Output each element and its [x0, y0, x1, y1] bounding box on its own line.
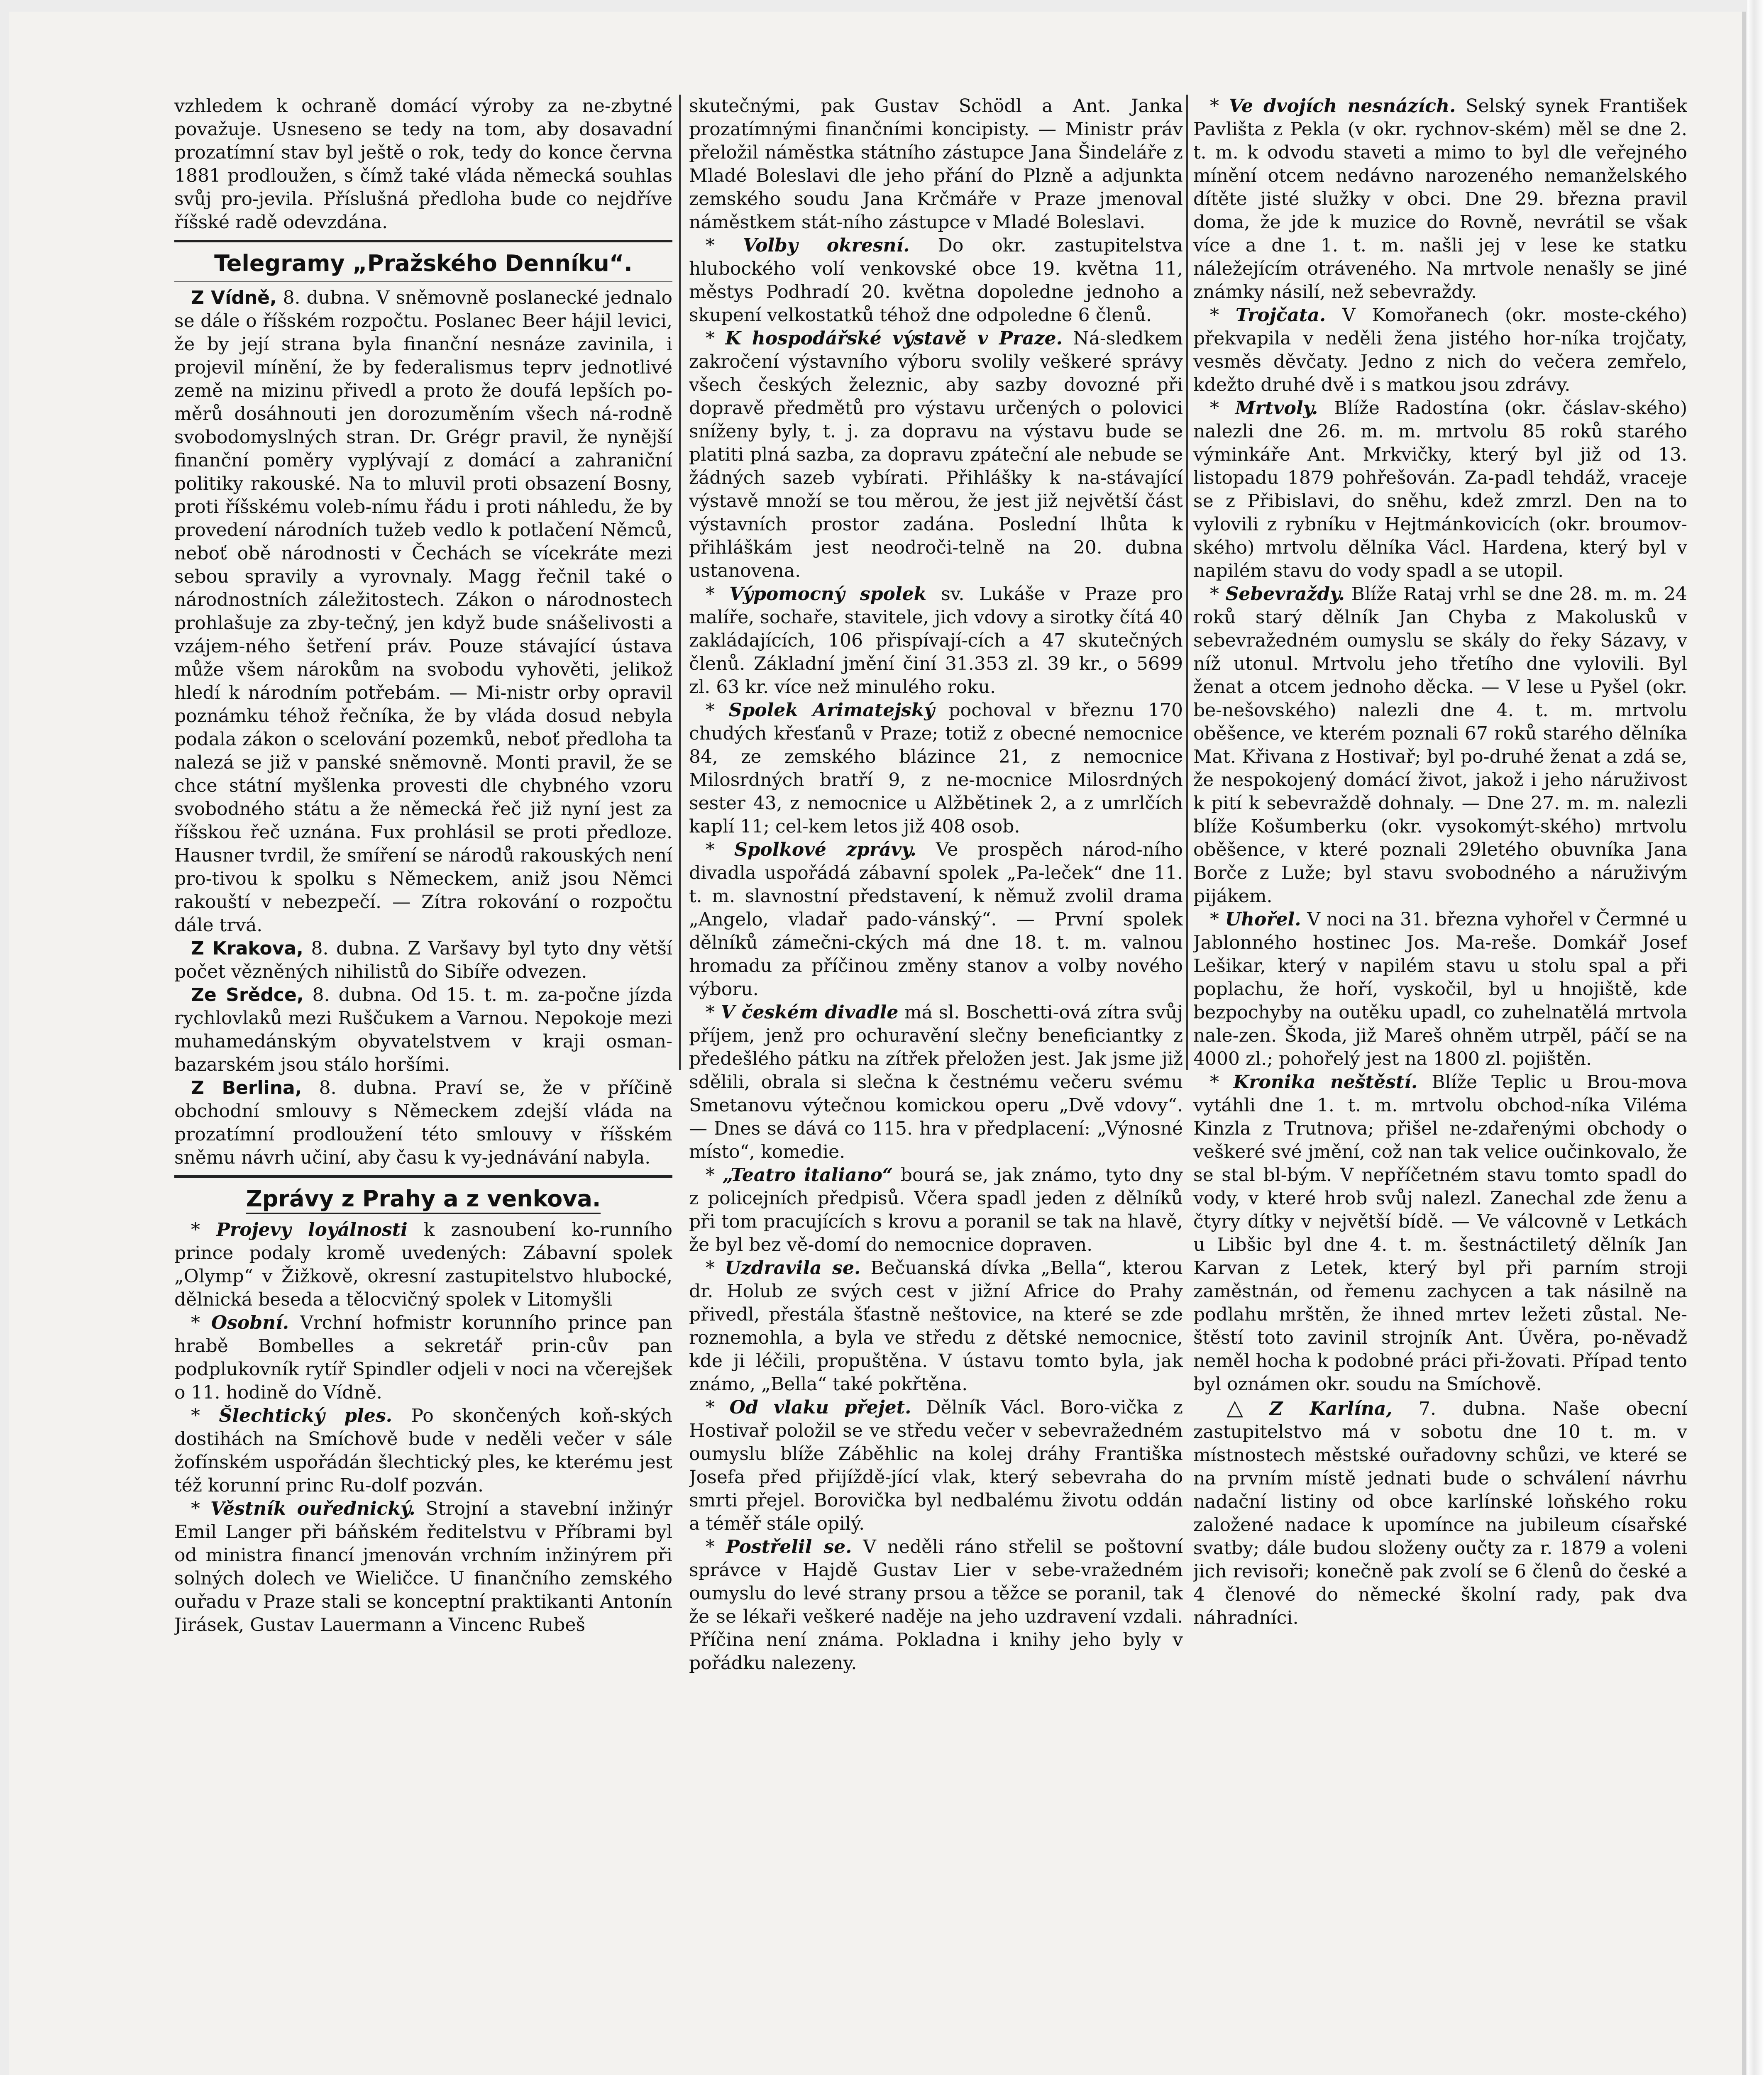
- news-uzdravila: * Uzdravila se. Bečuanská dívka „Bella“, kterou dr. Holub ze svých cest v jižní Africe do Prahy přivedl, přestála šťastně neštovice, na které se zde roznemohla, a byla ve středu z dětské nemocnice, kde ji léčili, propuštěna. V ústavu tomto byla, jak známo, „Bella“ také pokřtěna.: [689, 1257, 1183, 1395]
- news-vystava-text: Ná-sledkem zakročení výstavního výboru svolily veškeré správy všech českých železnic, aby sazby dovozné při dopravě předmětů pro výstavu určených o polovici sníženy byly, t. j. za dopravu na výstavu bude se platiti plná sazba, za dopravu zpáteční ale nebude se žádných sazeb vybírati. Přihlášky k na-stávající výstavě množí se tou měrou, že jest již největší část výstavních prostor zadána. Poslední lhůta k přihláškám jest neodroči-telně na 20. dubna ustanovena.: [689, 328, 1183, 581]
- dateline-karlin: Z Karlína,: [1269, 1398, 1393, 1419]
- news-vlaku: * Od vlaku přejet. Dělník Václ. Boro-vička z Hostivař položil se ve středu večer v sebevražedném oumyslu blíže Záběhlic na kolej dráhy Františka Josefa před přijíždě-jící vlak, který sebevraha do smrti přejel. Borovička byl nedbalému životu oddán a téměř stále opilý.: [689, 1397, 1183, 1534]
- lead-teatro: „Teatro italiano“: [722, 1164, 893, 1186]
- news-uzdravila-text: Bečuanská dívka „Bella“, kterou dr. Holub ze svých cest v jižní Africe do Prahy přivedl, přestála šťastně neštovice, na které se zde roznemohla, a byla ve středu z dětské nemocnice, kde ji léčili, propuštěna. V ústavu tomto byla, jak známo, „Bella“ také pokřtěna.: [689, 1257, 1183, 1395]
- heading-zpravy-text: Zprávy z Prahy a z venkova.: [246, 1185, 601, 1214]
- news-osobni: * Osobní. Vrchní hofmistr korunního prince pan hrabě Bombelles a sekretář prin-cův pan podplukovník rytíř Spindler odjeli v noci na včerejšek o 11. hodině do Vídně.: [174, 1312, 672, 1403]
- column-2: [689, 95, 1183, 2075]
- news-trojcata: * Trojčata. V Komořanech (okr. moste-ckého) překvapila v neděli žena jistého hor-níka trojčaty, vesměs děvčaty. Jedno z nich do večera zemřelo, kdežto druhé dvě i s matkou jsou zdrávy.: [1193, 305, 1687, 395]
- heading-underline: [174, 281, 672, 282]
- news-postrelil-text: V neděli ráno střelil se poštovní správce v Hajdě Gustav Lier v sebe-vražedném oumyslu do levé strany prsou a těžce se poranil, tak že se lékaři veškeré naděje na jeho uzdravení vzdali. Příčina není známa. Pokladna i knihy jeho byly v pořádku nalezeny.: [689, 1536, 1183, 1674]
- heading-zpravy: [174, 1185, 672, 1214]
- correspondent-triangle-icon: △: [1226, 1395, 1243, 1420]
- article-continuation-2: skutečnými, pak Gustav Schödl a Ant. Janka prozatímnými finančními koncipisty. — Ministr práv přeložil náměstka státního zástupce Jana Šindeláře z Mladé Boleslavi dle jeho přání do Plzně a adjunkta zemského soudu Jana Krčmáře v Praze jmenoval náměstkem stát-ního zástupce v Mladé Boleslavi.: [689, 95, 1183, 233]
- news-osobni-text: Vrchní hofmistr korunního prince pan hrabě Bombelles a sekretář prin-cův pan podplukovník rytíř Spindler odjeli v noci na včerejšek o 11. hodině do Vídně.: [174, 1312, 672, 1403]
- dateline-berlin: Z Berlina,: [191, 1077, 302, 1099]
- news-projevy: * Projevy loyálnosti k zasnoubení ko-runního prince podaly kromě uvedených: Zábavní spolek „Olymp“ v Žižkově, okresní zastupitelstvo hlubocké, dělnická beseda a tělocvičný spolek v Litomyšli: [174, 1219, 672, 1310]
- lead-divadlo: V českém divadle: [721, 1002, 899, 1023]
- lead-osobni: Osobní.: [211, 1312, 289, 1333]
- telegram-krakow: [174, 937, 672, 984]
- lead-vestnik: Věstník ouřednický.: [210, 1498, 415, 1519]
- column-1: [174, 95, 672, 2075]
- news-sebevrazdy: * Sebevraždy. Blíže Rataj vrhl se dne 28. m. m. 24 roků starý dělník Jan Chyba z Makolusků v sebevražedném oumyslu se skály do řeky Sázavy, v níž utonul. Mrtvolu jeho třetího dne vylovili. Byl ženat a otcem jednoho děcka. — V lese u Pyšel (okr. be-nešovského) nalezli dne 4. t. m. mrtvolu oběšence, ve kterém poznali 67 roků starého dělníka Mat. Křivana z Hostivař; byl po-druhé ženat a zdá se, že nespokojený domácí život, jakož i jeho náruživost k pití k sebevraždě dohnaly. — Dne 27. m. m. nalezli blíže Košumberku (okr. vysokomýt-ského) mrtvolu oběšence, v které poznali 29letého obuvníka Jana Borče z Luže; byl stavu svobodného a náruživým pijákem.: [1193, 583, 1687, 907]
- section-rule: [174, 1175, 672, 1178]
- news-nesnaz: * Ve dvojích nesnázích. Selský synek František Pavlišta z Pekla (v okr. rychnov-ském) měl se dne 2. t. m. k odvodu staveti a mimo to byl dle veřejného mínění otcem nedávno narozeného nemanželského dítěte jisté služky v obci. Dne 29. března pravil doma, že jde k muzice do Rovně, nevrátil se však více a dne 1. t. m. našli jej v lese ke statku náležejícím otráveného. Na mrtvole nenašly se jiné známky násilí, než sebevraždy.: [1193, 95, 1687, 303]
- news-teatro-text: bourá se, jak známo, tyto dny z policejních předpisů. Včera spadl jeden z dělníků při tom pracujících s krovu a poranil se tak na hlavě, že byl bez vě-domí do nemocnice dopraven.: [689, 1164, 1183, 1255]
- lead-uzdravila: Uzdravila se.: [725, 1257, 861, 1279]
- column-rule-1: [679, 95, 681, 1070]
- section-rule: [174, 240, 672, 242]
- dateline-krakow: Z Krakova,: [191, 938, 303, 959]
- news-vestnik-text: Strojní a stavební inžinýr Emil Langer při báňském ředitelstvu v Příbrami byl od ministra financí jmenován vrchním inžinýrem při solných dolech ve Wieličce. U finančního zemského ouřadu v Praze stali se konceptní praktikanti Antonín Jirásek, Gustav Lauermann a Vincenc Rubeš: [174, 1498, 672, 1636]
- telegram-sredec-text: 8. dubna. Od 15. t. m. za-počne jízda rychlovlaků mezi Ruščukem a Varnou. Nepokoje mezi muhamedánským obyvatelstvem v kraji osman-bazarském jsou stálo horšími.: [174, 984, 672, 1075]
- news-vypomocny-text: sv. Lukáše v Praze pro malíře, sochaře, stavitele, jich vdovy a sirotky čítá 40 zakládajících, 106 přispívají-cích a 47 skutečných členů. Základní jmění činí 31.353 zl. 39 kr., o 5699 zl. 63 kr. více než minulého roku.: [689, 583, 1183, 698]
- news-kronika-text: Blíže Teplic u Brou-mova vytáhli dne 1. t. m. mrtvolu obchod-níka Viléma Kinzla z Trutnova; přišel ne-zdařenými obchody o veškeré své jmění, což nan tak velice oučinkovalo, že se stal bl-bým. V nepříčetném stavu tomto spadl do vody, v které hrob svůj nalezl. Zanechal zde ženu a čtyry dítky v největší bídě. — Ve válcovně v Letkách u Libšic byl dne 4. t. m. šestnáctiletý dělník Jan Karvan z Letek, který byl při parním stroji zaměstnán, od řemenu zachycen a tak násilně na podlahu mrštěn, že ihned mrtev ležeti zůstal. Ne-štěstí toto zavinil strojník Ant. Úvěra, po-něvadž neměl hocha k podobné práci při-žovati. Případ tento byl oznámen okr. soudu na Smíchově.: [1193, 1072, 1687, 1395]
- telegram-vienna-text: 8. dubna. V sněmovně poslanecké jednalo se dále o říšském rozpočtu. Poslanec Beer hájil levici, že by její strana byla finanční nesnáze zavinila, i projevil mínění, že by federalismus teprv jednotlivé země na mizinu přivedl a proto že doufá lepších po-měrů dosáhnouti jen dorozuměním všech ná-rodně svobodomyslných stran. Dr. Grégr pravil, že nynější finanční poměry vyplývají z domácí a zahraniční politiky rakouské. Na to mluvil proti obsazení Bosny, proti říšskému voleb-nímu řádu i proti náhledu, že by provedení národních tužeb vedlo k potlačení Němců, neboť obě národnosti v Čechách se vícekráte mezi sebou spravily a vyrovnaly. Magg řečnil také o národnostních záležitostech. Zákon o národnostech prohlašuje za zby-tečný, jen když bude snášelivosti a vzájem-ného šetření práv. Pouze stávající ústava může všem nárokům na svobodu vyhověti, jelikož hledí k národním potřebám. — Mi-nistr orby opravil poznámku téhož řečníka, že by vláda dosud nebyla podala zákon o scelování pozemků, neboť předloha ta nalezá se již v panské sněmovně. Monti pravil, že se chce státní myšlenka provesti dle chybného vzoru svobodného státu a že německá řeč již nyní jest za říšskou řeč uznána. Fux prohlásil se proti předloze. Hausner tvrdil, že smíření se národů rakouských není pro-tivou k spolku s Německem, aniž jsou Němci rakouští v nebezpečí. — Zítra rokování o rozpočtu dále trvá.: [174, 287, 672, 936]
- news-karlin: [1193, 1396, 1687, 1630]
- lead-vystava: K hospodářské výstavě v Praze.: [725, 328, 1063, 349]
- lead-uhorel: Uhořel.: [1225, 909, 1301, 930]
- lead-kronika: Kronika neštěstí.: [1233, 1072, 1418, 1093]
- column-3: [1193, 95, 1687, 2075]
- lead-volby: Volby okresní.: [743, 235, 910, 256]
- news-volby-text: Do okr. zastupitelstva hlubockého volí venkovské obce 19. května 11, městys Podhradí 20. května dopoledne jednoho a skupení velkostatků téhož dne odpoledne 6 členů.: [689, 235, 1183, 326]
- news-arimatejsky: * Spolek Arimatejský pochoval v březnu 170 chudých křesťanů v Praze; totiž z obecné nemocnice 84, ze zemského blázince 21, z nemocnice Milosrdných bratří 9, z ne-mocnice Milosrdných sester 43, z nemocnice u Alžbětinek 2, a z umrlčích kaplí 11; cel-kem letos již 408 osob.: [689, 700, 1183, 837]
- news-mrtvoly: * Mrtvoly. Blíže Radostína (okr. čáslav-ského) nalezli dne 26. m. m. mrtvolu 85 roků starého výminkáře Ant. Mrkvičky, který byl již od 13. listopadu 1879 pohřešován. Za-padl tehdáž, vraceje se z Přibislavi, do sněhu, kdež zmrzl. Den na to vylovili z rybníku v Hejtmánkovicích (okr. broumov-ského) mrtvolu dělníka Václ. Hardena, který byl v napilém stavu do vody spadl a se utopil.: [1193, 398, 1687, 581]
- news-spolkove-text: Ve prospěch národ-ního divadla uspořádá zábavní spolek „Pa-leček“ dne 11. t. m. slavnostní představení, k němuž zvolil drama „Angelo, vladař pado-vánský“. — První spolek dělníků zámečni-ckých má dne 18. t. m. valnou hromadu za příčinou změny stanov a volby nového výboru.: [689, 839, 1183, 1000]
- lead-postrelil: Postřelil se.: [726, 1536, 852, 1557]
- news-vlaku-text: Dělník Václ. Boro-vička z Hostivař položil se ve středu večer v sebevražedném oumyslu blíže Záběhlic na kolej dráhy Františka Josefa před přijíždě-jící vlak, který sebevraha do smrti přejel. Borovička byl nedbalému životu oddán a téměř stále opilý.: [689, 1397, 1183, 1534]
- news-mrtvoly-text: Blíže Radostína (okr. čáslav-ského) nalezli dne 26. m. m. mrtvolu 85 roků starého výminkáře Ant. Mrkvičky, který byl již od 13. listopadu 1879 pohřešován. Za-padl tehdáž, vraceje se z Přibislavi, do sněhu, kdež zmrzl. Den na to vylovili z rybníku v Hejtmánkovicích (okr. broumov-ského) mrtvolu dělníka Václ. Hardena, který byl v napilém stavu do vody spadl a se utopil.: [1193, 398, 1687, 581]
- dateline-sredec: Ze Srědce,: [191, 984, 304, 1006]
- news-spolkove: * Spolkové zprávy. Ve prospěch národ-ního divadla uspořádá zábavní spolek „Pa-leček“ dne 11. t. m. slavnostní představení, k němuž zvolil drama „Angelo, vladař pado-vánský“. — První spolek dělníků zámečni-ckých má dne 18. t. m. valnou hromadu za příčinou změny stanov a volby nového výboru.: [689, 839, 1183, 1000]
- lead-trojcata: Trojčata.: [1235, 305, 1326, 326]
- lead-vypomocny: Výpomocný spolek: [729, 583, 927, 605]
- news-arimatejsky-text: pochoval v březnu 170 chudých křesťanů v Praze; totiž z obecné nemocnice 84, ze zemského blázince 21, z nemocnice Milosrdných bratří 9, z ne-mocnice Milosrdných sester 43, z nemocnice u Alžbětinek 2, a z umrlčích kaplí 11; cel-kem letos již 408 osob.: [689, 700, 1183, 837]
- news-nesnaz-text: Selský synek František Pavlišta z Pekla (v okr. rychnov-ském) měl se dne 2. t. m. k odvodu staveti a mimo to byl dle veřejného mínění otcem nedávno narozeného nemanželského dítěte jisté služky v obci. Dne 29. března pravil doma, že jde k muzice do Rovně, nevrátil se však více a dne 1. t. m. našli jej v lese ke statku náležejícím otráveného. Na mrtvole nenašly se jiné známky násilí, než sebevraždy.: [1193, 95, 1687, 303]
- news-karlin-text: 7. dubna. Naše obecní zastupitelstvo má v sobotu dne 10 t. m. v místnostech městské ouřadovny schůzi, ve které se na prvním místě jednati bude o schválení návrhu nadační listiny od obce karlínské loňského roku založené nadace k upomínce na jubileum císařské svatby; dále budou složeny oučty za r. 1879 a voleni jich revisoři; konečně pak zvolí se 6 členů do české a 4 členové do německé školní rady, pak dva náhradníci.: [1193, 1398, 1687, 1628]
- news-ples-text: Po skončených koň-ských dostihách na Smíchově bude v neděli večer v sále žofínském uspořádán šlechtický ples, ke kterému jest též korunní princ Ru-dolf pozván.: [174, 1405, 672, 1496]
- lead-ples: Šlechtický ples.: [219, 1405, 392, 1426]
- news-uhorel-text: V noci na 31. března vyhořel v Čermné u Jablonného hostinec Jos. Ma-reše. Domkář Josef Lešikar, který v napilém stavu u stolu spal a při poplachu, že hoří, vyskočil, byl u hnojiště, kde bezpochyby na outěku upadl, co zuhelnatělá mrtvola nale-zen. Škoda, již Mareš ohněm utrpěl, páčí se na 4000 zl.; pohořelý jest na 1800 zl. pojištěn.: [1193, 909, 1687, 1069]
- news-postrelil: * Postřelil se. V neděli ráno střelil se poštovní správce v Hajdě Gustav Lier v sebe-vražedném oumyslu do levé strany prsou a těžce se poranil, tak že se lékaři veškeré naděje na jeho uzdravení vzdali. Příčina není známa. Pokladna i knihy jeho byly v pořádku nalezeny.: [689, 1536, 1183, 1674]
- lead-vlaku: Od vlaku přejet.: [729, 1397, 911, 1418]
- news-teatro: * „Teatro italiano“ bourá se, jak známo, tyto dny z policejních předpisů. Včera spadl jeden z dělníků při tom pracujících s krovu a poranil se tak na hlavě, že byl bez vě-domí do nemocnice dopraven.: [689, 1164, 1183, 1255]
- page-edge: [1747, 0, 1764, 2075]
- news-volby: * Volby okresní. Do okr. zastupitelstva hlubockého volí venkovské obce 19. května 11, městys Podhradí 20. května dopoledne jednoho a skupení velkostatků téhož dne odpoledne 6 členů.: [689, 235, 1183, 326]
- news-vestnik: * Věstník ouřednický. Strojní a stavební inžinýr Emil Langer při báňském ředitelstvu v Příbrami byl od ministra financí jmenován vrchním inžinýrem při solných dolech ve Wieličce. U finančního zemského ouřadu v Praze stali se konceptní praktikanti Antonín Jirásek, Gustav Lauermann a Vincenc Rubeš: [174, 1498, 672, 1636]
- lead-sebevrazdy: Sebevraždy.: [1225, 583, 1345, 605]
- news-uhorel: * Uhořel. V noci na 31. března vyhořel v Čermné u Jablonného hostinec Jos. Ma-reše. Domkář Josef Lešikar, který v napilém stavu u stolu spal a při poplachu, že hoří, vyskočil, byl u hnojiště, kde bezpochyby na outěku upadl, co zuhelnatělá mrtvola nale-zen. Škoda, již Mareš ohněm utrpěl, páčí se na 4000 zl.; pohořelý jest na 1800 zl. pojištěn.: [1193, 909, 1687, 1069]
- lead-nesnaz: Ve dvojích nesnázích.: [1229, 95, 1456, 117]
- news-divadlo-text: má sl. Boschetti-ová zítra svůj příjem, jenž pro ochuravění slečny beneficiantky z předešlého pátku na zítřek přeložen jest. Jak jsme již sdělili, obrala si slečna k čestnému večeru svému Smetanovu výtečnou komickou operu „Dvě vdovy“. — Dnes se dává co 115. hra v předplacení: „Výnosné místo“, komedie.: [689, 1002, 1183, 1162]
- dateline-vienna: Z Vídně,: [191, 287, 277, 308]
- news-kronika: * Kronika neštěstí. Blíže Teplic u Brou-mova vytáhli dne 1. t. m. mrtvolu obchod-níka Viléma Kinzla z Trutnova; přišel ne-zdařenými obchody o veškeré své jmění, což nan tak velice oučinkovalo, že se stal bl-bým. V nepříčetném stavu tomto spadl do vody, v které hrob svůj nalezl. Zanechal zde ženu a čtyry dítky v největší bídě. — Ve válcovně v Letkách u Libšic byl dne 4. t. m. šestnáctiletý dělník Jan Karvan z Letek, který byl při parním stroji zaměstnán, od řemenu zachycen a tak násilně na podlahu mrštěn, že ihned mrtev ležeti zůstal. Ne-štěstí toto zavinil strojník Ant. Úvěra, po-něvadž neměl hocha k podobné práci při-žovati. Případ tento byl oznámen okr. soudu na Smíchově.: [1193, 1072, 1687, 1395]
- news-divadlo: * V českém divadle má sl. Boschetti-ová zítra svůj příjem, jenž pro ochuravění slečny beneficiantky z předešlého pátku na zítřek přeložen jest. Jak jsme již sdělili, obrala si slečna k čestnému večeru svému Smetanovu výtečnou komickou operu „Dvě vdovy“. — Dnes se dává co 115. hra v předplacení: „Výnosné místo“, komedie.: [689, 1002, 1183, 1162]
- telegram-berlin-text: 8. dubna. Praví se, že v příčině obchodní smlouvy s Německem zdejší vláda na prozatímní prodloužení této smlouvy v říšském sněmu návrh učiní, aby času k vy-jednávání nabyla.: [174, 1077, 672, 1168]
- article-continuation: vzhledem k ochraně domácí výroby za ne-zbytné považuje. Usneseno se tedy na tom, aby dosavadní prozatímní stav byl ještě o rok, tedy do konce června 1881 prodloužen, s čímž také vláda německá souhlas svůj pro-jevila. Příslušná předloha bude co nejdříve říšské radě odevzdána.: [174, 95, 672, 233]
- lead-projevy: Projevy loyálnosti: [216, 1219, 408, 1240]
- lead-arimatejsky: Spolek Arimatejský: [728, 700, 935, 721]
- telegram-sredec: [174, 984, 672, 1077]
- news-ples: * Šlechtický ples. Po skončených koň-ských dostihách na Smíchově bude v neděli večer v sále žofínském uspořádán šlechtický ples, ke kterému jest též korunní princ Ru-dolf pozván.: [174, 1405, 672, 1496]
- telegram-berlin: [174, 1077, 672, 1169]
- news-vystava: * K hospodářské výstavě v Praze. Ná-sledkem zakročení výstavního výboru svolily veškeré správy všech českých železnic, aby sazby dovozné při dopravě předmětů pro výstavu určených o polovici sníženy byly, t. j. za dopravu na výstavu bude se platiti plná sazba, za dopravu zpáteční ale nebude se žádných sazeb vybírati. Přihlášky k na-stávající výstavě množí se tou měrou, že jest již největší část výstavních prostor zadána. Poslední lhůta k přihláškám jest neodroči-telně na 20. dubna ustanovena.: [689, 328, 1183, 581]
- lead-mrtvoly: Mrtvoly.: [1235, 398, 1318, 419]
- news-vypomocny: * Výpomocný spolek sv. Lukáše v Praze pro malíře, sochaře, stavitele, jich vdovy a sirotky čítá 40 zakládajících, 106 přispívají-cích a 47 skutečných členů. Základní jmění činí 31.353 zl. 39 kr., o 5699 zl. 63 kr. více než minulého roku.: [689, 583, 1183, 698]
- telegram-krakow-text: 8. dubna. Z Varšavy byl tyto dny větší počet vězněných nihilistů do Sibíře odvezen.: [174, 938, 672, 982]
- column-rule-2: [1186, 95, 1188, 1070]
- heading-telegramy: Telegramy „Pražského Denníku“.: [214, 250, 633, 276]
- news-trojcata-text: V Komořanech (okr. moste-ckého) překvapila v neděli žena jistého hor-níka trojčaty, vesměs děvčaty. Jedno z nich do večera zemřelo, kdežto druhé dvě i s matkou jsou zdrávy.: [1193, 305, 1687, 395]
- news-sebevrazdy-text: Blíže Rataj vrhl se dne 28. m. m. 24 roků starý dělník Jan Chyba z Makolusků v sebevražedném oumyslu se skály do řeky Sázavy, v níž utonul. Mrtvolu jeho třetího dne vylovili. Byl ženat a otcem jednoho děcka. — V lese u Pyšel (okr. be-nešovského) nalezli dne 4. t. m. mrtvolu oběšence, ve kterém poznali 67 roků starého dělníka Mat. Křivana z Hostivař; byl po-druhé ženat a zdá se, že nespokojený domácí život, jakož i jeho náruživost k pití k sebevraždě dohnaly. — Dne 27. m. m. nalezli blíže Košumberku (okr. vysokomýt-ského) mrtvolu oběšence, v které poznali 29letého obuvníka Jana Borče z Luže; byl stavu svobodného a náruživým pijákem.: [1193, 583, 1687, 907]
- news-projevy-text: k zasnoubení ko-runního prince podaly kromě uvedených: Zábavní spolek „Olymp“ v Žižkově, okresní zastupitelstvo hlubocké, dělnická beseda a tělocvičný spolek v Litomyšli: [174, 1219, 672, 1310]
- lead-spolkove: Spolkové zprávy.: [734, 839, 916, 860]
- telegram-vienna: [174, 286, 672, 937]
